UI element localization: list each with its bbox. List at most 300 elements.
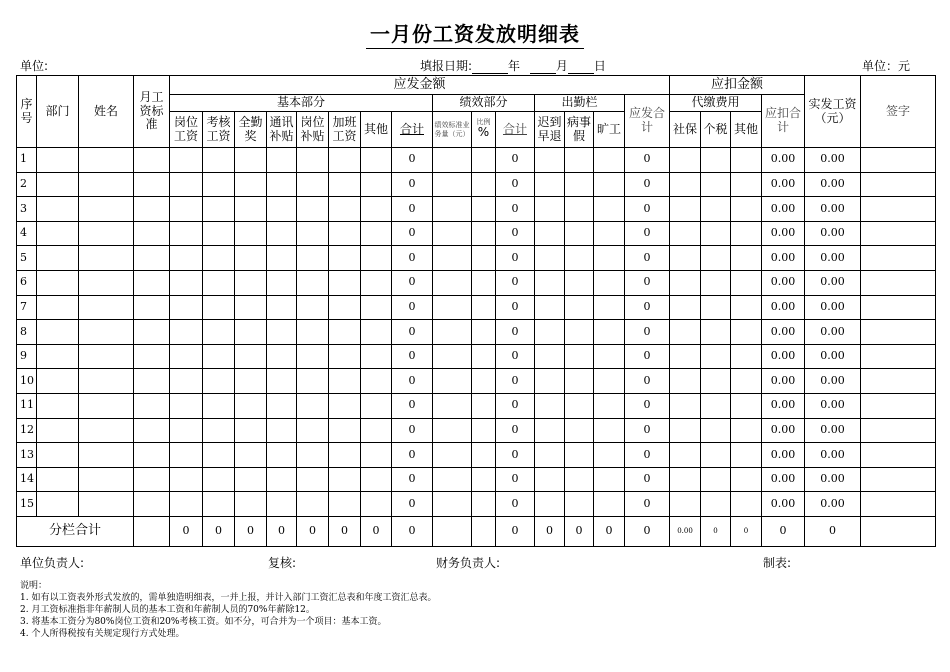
cell-sick[interactable] [565,393,594,418]
cell-std[interactable] [134,270,170,295]
cell-social[interactable] [670,295,701,320]
cell-other[interactable] [361,369,392,394]
cell-post-wage[interactable] [170,443,203,468]
cell-name[interactable] [79,320,134,345]
cell-sign[interactable] [861,221,936,246]
cell-other[interactable] [361,270,392,295]
cell-name[interactable] [79,393,134,418]
cell-name[interactable] [79,418,134,443]
cell-deduct-other[interactable] [731,295,762,320]
cell-post-wage[interactable] [170,172,203,197]
cell-assess-wage[interactable] [203,197,235,222]
cell-ratio[interactable] [472,197,496,222]
cell-deduct-other[interactable] [731,492,762,517]
cell-deduct-other[interactable] [731,246,762,271]
cell-post-wage[interactable] [170,246,203,271]
cell-ratio[interactable] [472,344,496,369]
cell-comm[interactable] [267,246,297,271]
cell-attend-bonus[interactable] [235,295,267,320]
cell-tax[interactable] [701,320,731,345]
cell-deduct-other[interactable] [731,172,762,197]
cell-attend-bonus[interactable] [235,221,267,246]
cell-post-wage[interactable] [170,197,203,222]
cell-sick[interactable] [565,443,594,468]
cell-social[interactable] [670,221,701,246]
cell-sick[interactable] [565,295,594,320]
cell-ratio[interactable] [472,492,496,517]
cell-social[interactable] [670,369,701,394]
cell-comm[interactable] [267,467,297,492]
cell-other[interactable] [361,221,392,246]
cell-absent[interactable] [594,320,625,345]
cell-late[interactable] [535,197,565,222]
cell-perf-std[interactable] [433,369,472,394]
cell-post-sub[interactable] [297,320,329,345]
cell-sign[interactable] [861,246,936,271]
cell-sign[interactable] [861,467,936,492]
cell-tax[interactable] [701,246,731,271]
cell-tax[interactable] [701,221,731,246]
cell-assess-wage[interactable] [203,344,235,369]
cell-net: 0.00 [805,418,861,443]
cell-late[interactable] [535,344,565,369]
cell-post-sub[interactable] [297,492,329,517]
cell-tax[interactable] [701,467,731,492]
cell-ratio[interactable] [472,443,496,468]
cell-post-wage[interactable] [170,344,203,369]
cell-other[interactable] [361,172,392,197]
cell-assess-wage[interactable] [203,295,235,320]
cell-ratio[interactable] [472,246,496,271]
cell-post-wage[interactable] [170,295,203,320]
cell-overtime[interactable] [329,369,361,394]
cell-ratio[interactable] [472,320,496,345]
cell-deduct-other[interactable] [731,221,762,246]
cell-other[interactable] [361,393,392,418]
cell-name[interactable] [79,443,134,468]
cell-post-wage[interactable] [170,369,203,394]
cell-payable-total: 0 [625,172,670,197]
cell-absent[interactable] [594,172,625,197]
cell-perf-std[interactable] [433,197,472,222]
cell-attend-bonus[interactable] [235,197,267,222]
cell-other[interactable] [361,320,392,345]
col-attend-bonus: 全勤奖 [235,112,267,148]
cell-std[interactable] [134,295,170,320]
cell-dept[interactable] [37,344,79,369]
cell-attend-bonus[interactable] [235,467,267,492]
cell-sick[interactable] [565,270,594,295]
cell-name[interactable] [79,148,134,173]
cell-std[interactable] [134,320,170,345]
cell-other[interactable] [361,467,392,492]
cell-absent[interactable] [594,148,625,173]
cell-std[interactable] [134,344,170,369]
table-row [17,443,936,468]
cell-comm[interactable] [267,418,297,443]
cell-post-wage[interactable] [170,492,203,517]
cell-tax[interactable] [701,443,731,468]
cell-deduct-other[interactable] [731,270,762,295]
cell-tax[interactable] [701,295,731,320]
cell-overtime[interactable] [329,467,361,492]
cell-dept[interactable] [37,221,79,246]
cell-absent[interactable] [594,418,625,443]
cell-sick[interactable] [565,148,594,173]
cell-post-sub[interactable] [297,369,329,394]
cell-attend-bonus[interactable] [235,393,267,418]
cell-ratio[interactable] [472,270,496,295]
cell-post-sub[interactable] [297,270,329,295]
cell-overtime[interactable] [329,172,361,197]
cell-attend-bonus[interactable] [235,418,267,443]
cell-late[interactable] [535,246,565,271]
cell-dept[interactable] [37,369,79,394]
cell-dept[interactable] [37,467,79,492]
cell-post-sub[interactable] [297,344,329,369]
cell-name[interactable] [79,295,134,320]
cell-late[interactable] [535,369,565,394]
cell-absent[interactable] [594,295,625,320]
cell-perf-std[interactable] [433,344,472,369]
cell-overtime[interactable] [329,246,361,271]
cell-post-wage[interactable] [170,467,203,492]
cell-comm[interactable] [267,393,297,418]
cell-post-wage[interactable] [170,418,203,443]
cell-post-sub[interactable] [297,148,329,173]
cell-sick[interactable] [565,418,594,443]
cell-overtime[interactable] [329,197,361,222]
report-day-field[interactable] [568,61,594,74]
cell-comm[interactable] [267,270,297,295]
cell-assess-wage[interactable] [203,148,235,173]
cell-deduct-other[interactable] [731,197,762,222]
cell-deduct-total: 0.00 [762,443,805,468]
cell-tax[interactable] [701,344,731,369]
cell-other[interactable] [361,443,392,468]
cell-deduct-other[interactable] [731,467,762,492]
cell-late[interactable] [535,221,565,246]
cell-assess-wage[interactable] [203,443,235,468]
cell-late[interactable] [535,492,565,517]
cell-net: 0.00 [805,295,861,320]
cell-social[interactable] [670,197,701,222]
cell-tax[interactable] [701,369,731,394]
cell-sign[interactable] [861,295,936,320]
cell-post-sub[interactable] [297,172,329,197]
cell-deduct-other[interactable] [731,418,762,443]
cell-social[interactable] [670,467,701,492]
cell-perf-std[interactable] [433,492,472,517]
cell-sign[interactable] [861,369,936,394]
cell-sign[interactable] [861,344,936,369]
cell-dept[interactable] [37,246,79,271]
cell-dept[interactable] [37,492,79,517]
cell-perf-std[interactable] [433,221,472,246]
cell-sign[interactable] [861,418,936,443]
cell-overtime[interactable] [329,320,361,345]
cell-post-sub[interactable] [297,246,329,271]
cell-perf-std[interactable] [433,172,472,197]
cell-social[interactable] [670,443,701,468]
cell-dept[interactable] [37,295,79,320]
cell-comm[interactable] [267,369,297,394]
cell-overtime[interactable] [329,393,361,418]
cell-perf-std[interactable] [433,418,472,443]
cell-name[interactable] [79,369,134,394]
cell-tax[interactable] [701,270,731,295]
cell-assess-wage[interactable] [203,369,235,394]
cell-late[interactable] [535,295,565,320]
cell-late[interactable] [535,443,565,468]
cell-std[interactable] [134,369,170,394]
cell-attend-bonus[interactable] [235,443,267,468]
cell-dept[interactable] [37,270,79,295]
cell-post-wage[interactable] [170,320,203,345]
cell-other[interactable] [361,344,392,369]
cell-sign[interactable] [861,492,936,517]
cell-sick[interactable] [565,172,594,197]
cell-social[interactable] [670,492,701,517]
cell-name[interactable] [79,344,134,369]
cell-other[interactable] [361,492,392,517]
cell-sick[interactable] [565,197,594,222]
cell-comm[interactable] [267,443,297,468]
cell-net: 0.00 [805,393,861,418]
cell-social[interactable] [670,320,701,345]
cell-other[interactable] [361,148,392,173]
cell-comm[interactable] [267,295,297,320]
cell-social[interactable] [670,148,701,173]
note-item: 1. 如有以工资表外形式发放的，需单独造明细表，一并上报，并计入部门工资汇总表和年度工资汇总表。 [20,593,437,603]
cell-std[interactable] [134,443,170,468]
cell-sign[interactable] [861,172,936,197]
cell-sign[interactable] [861,270,936,295]
cell-name[interactable] [79,197,134,222]
cell-post-sub[interactable] [297,197,329,222]
cell-assess-wage[interactable] [203,320,235,345]
cell-overtime[interactable] [329,443,361,468]
cell-post-wage[interactable] [170,270,203,295]
cell-perf-std[interactable] [433,443,472,468]
cell-basic-total: 0 [392,246,433,271]
cell-comm[interactable] [267,221,297,246]
cell-dept[interactable] [37,172,79,197]
cell-absent[interactable] [594,492,625,517]
cell-social[interactable] [670,344,701,369]
cell-deduct-other[interactable] [731,344,762,369]
cell-absent[interactable] [594,467,625,492]
cell-name[interactable] [79,221,134,246]
cell-post-sub[interactable] [297,221,329,246]
cell-perf-std[interactable] [433,467,472,492]
cell-std[interactable] [134,492,170,517]
cell-late[interactable] [535,320,565,345]
cell-absent[interactable] [594,246,625,271]
cell-name[interactable] [79,246,134,271]
report-month-field[interactable] [530,61,556,74]
cell-post-sub[interactable] [297,295,329,320]
cell-attend-bonus[interactable] [235,492,267,517]
cell-absent[interactable] [594,443,625,468]
cell-attend-bonus[interactable] [235,148,267,173]
cell-post-sub[interactable] [297,443,329,468]
cell-comm[interactable] [267,320,297,345]
cell-ratio[interactable] [472,295,496,320]
cell-late[interactable] [535,172,565,197]
cell-perf-std[interactable] [433,246,472,271]
cell-social[interactable] [670,172,701,197]
cell-sick[interactable] [565,467,594,492]
cell-assess-wage[interactable] [203,246,235,271]
cell-sign[interactable] [861,320,936,345]
cell-sick[interactable] [565,492,594,517]
cell-attend-bonus[interactable] [235,344,267,369]
cell-comm[interactable] [267,172,297,197]
cell-post-wage[interactable] [170,393,203,418]
cell-assess-wage[interactable] [203,270,235,295]
cell-overtime[interactable] [329,270,361,295]
cell-ratio[interactable] [472,221,496,246]
cell-comm[interactable] [267,344,297,369]
cell-attend-bonus[interactable] [235,369,267,394]
cell-post-sub[interactable] [297,418,329,443]
cell-dept[interactable] [37,443,79,468]
cell-late[interactable] [535,270,565,295]
cell-late[interactable] [535,467,565,492]
cell-ratio[interactable] [472,148,496,173]
cell-dept[interactable] [37,148,79,173]
cell-perf-std[interactable] [433,295,472,320]
cell-overtime[interactable] [329,295,361,320]
cell-other[interactable] [361,295,392,320]
cell-tax[interactable] [701,393,731,418]
cell-name[interactable] [79,467,134,492]
cell-deduct-other[interactable] [731,393,762,418]
cell-tax[interactable] [701,172,731,197]
report-year-field[interactable] [472,61,508,74]
cell-perf-std[interactable] [433,320,472,345]
cell-attend-bonus[interactable] [235,172,267,197]
cell-late[interactable] [535,418,565,443]
cell-absent[interactable] [594,197,625,222]
cell-late[interactable] [535,393,565,418]
cell-comm[interactable] [267,197,297,222]
cell-other[interactable] [361,246,392,271]
cell-ratio[interactable] [472,418,496,443]
cell-sign[interactable] [861,148,936,173]
cell-ratio[interactable] [472,467,496,492]
cell-sick[interactable] [565,221,594,246]
cell-tax[interactable] [701,492,731,517]
cell-assess-wage[interactable] [203,492,235,517]
cell-assess-wage[interactable] [203,221,235,246]
cell-deduct-other[interactable] [731,443,762,468]
cell-std[interactable] [134,246,170,271]
cell-overtime[interactable] [329,492,361,517]
cell-other[interactable] [361,197,392,222]
cell-std[interactable] [134,393,170,418]
cell-deduct-other[interactable] [731,320,762,345]
cell-std[interactable] [134,467,170,492]
cell-sick[interactable] [565,369,594,394]
cell-attend-bonus[interactable] [235,270,267,295]
cell-ratio[interactable] [472,369,496,394]
cell-ratio[interactable] [472,172,496,197]
cell-overtime[interactable] [329,148,361,173]
cell-dept[interactable] [37,418,79,443]
cell-sign[interactable] [861,197,936,222]
cell-absent[interactable] [594,221,625,246]
cell-std[interactable] [134,172,170,197]
cell-sick[interactable] [565,320,594,345]
cell-assess-wage[interactable] [203,418,235,443]
cell-dept[interactable] [37,320,79,345]
cell-std[interactable] [134,197,170,222]
cell-std[interactable] [134,221,170,246]
cell-post-sub[interactable] [297,467,329,492]
cell-tax[interactable] [701,418,731,443]
cell-sick[interactable] [565,344,594,369]
cell-comm[interactable] [267,492,297,517]
cell-deduct-other[interactable] [731,369,762,394]
cell-absent[interactable] [594,270,625,295]
cell-attend-bonus[interactable] [235,246,267,271]
cell-perf-std[interactable] [433,270,472,295]
cell-overtime[interactable] [329,344,361,369]
cell-social[interactable] [670,393,701,418]
total-perf-total: 0 [496,516,535,546]
cell-post-wage[interactable] [170,221,203,246]
cell-sign[interactable] [861,393,936,418]
cell-sick[interactable] [565,246,594,271]
cell-tax[interactable] [701,148,731,173]
cell-overtime[interactable] [329,221,361,246]
cell-absent[interactable] [594,369,625,394]
cell-name[interactable] [79,270,134,295]
cell-dept[interactable] [37,197,79,222]
sig-review: 复核: [268,556,297,570]
cell-social[interactable] [670,246,701,271]
cell-name[interactable] [79,172,134,197]
cell-social[interactable] [670,418,701,443]
cell-attend-bonus[interactable] [235,320,267,345]
cell-other[interactable] [361,418,392,443]
cell-dept[interactable] [37,393,79,418]
cell-std[interactable] [134,148,170,173]
cell-late[interactable] [535,148,565,173]
cell-assess-wage[interactable] [203,393,235,418]
cell-perf-std[interactable] [433,393,472,418]
cell-sign[interactable] [861,443,936,468]
cell-absent[interactable] [594,393,625,418]
cell-post-sub[interactable] [297,393,329,418]
cell-absent[interactable] [594,344,625,369]
cell-ratio[interactable] [472,393,496,418]
cell-name[interactable] [79,492,134,517]
cell-assess-wage[interactable] [203,467,235,492]
cell-perf-std[interactable] [433,148,472,173]
cell-overtime[interactable] [329,418,361,443]
cell-assess-wage[interactable] [203,172,235,197]
cell-comm[interactable] [267,148,297,173]
cell-std[interactable] [134,418,170,443]
cell-social[interactable] [670,270,701,295]
table-row [17,393,936,418]
cell-post-wage[interactable] [170,148,203,173]
cell-tax[interactable] [701,197,731,222]
cell-deduct-other[interactable] [731,148,762,173]
